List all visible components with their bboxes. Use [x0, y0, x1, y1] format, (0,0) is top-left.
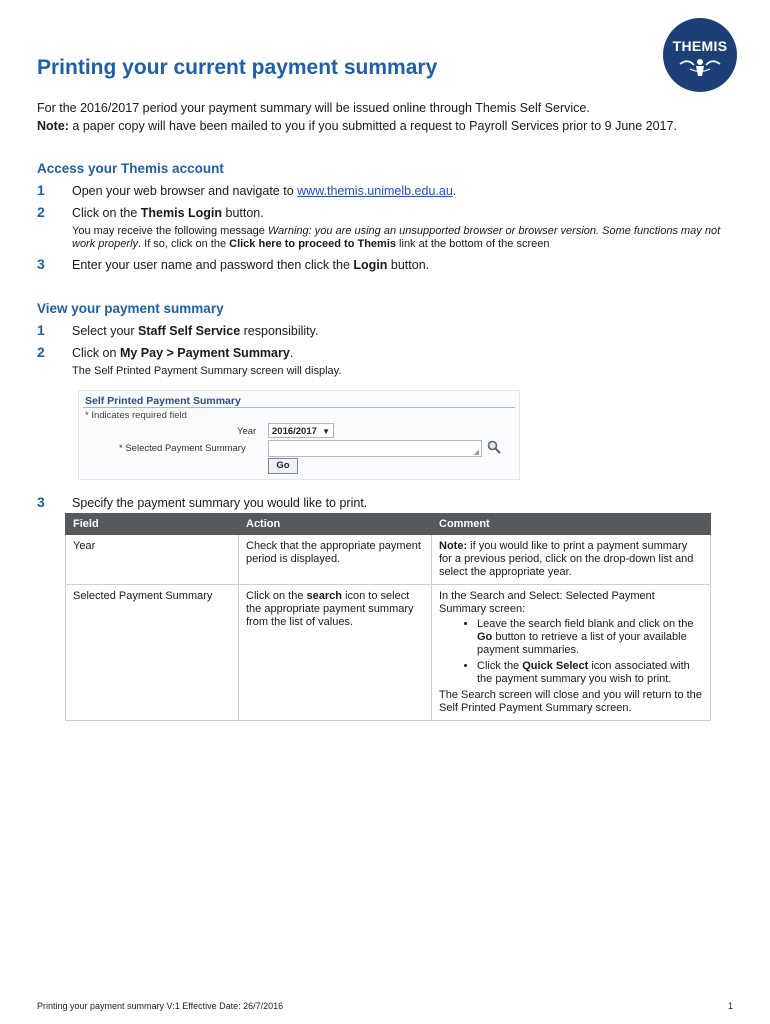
screenshot-title: Self Printed Payment Summary [85, 395, 241, 407]
year-label: Year [237, 426, 257, 437]
step-number: 1 [37, 322, 45, 338]
step-text: Open your web browser and navigate to [72, 184, 298, 198]
intro-line: For the 2016/2017 period your payment summary will be issued online through Themis Self Service. [37, 101, 590, 115]
table-header-row [66, 514, 711, 535]
comment-cell [432, 535, 711, 585]
action-text: Click on the [246, 590, 307, 602]
selected-payment-summary-input[interactable] [268, 440, 482, 457]
comment-cell [432, 585, 711, 721]
page-number: 1 [728, 1001, 734, 1011]
comment-text: if you would like to print a payment summary for a previous period, click on the drop-down list and select the appropriate year. [439, 540, 694, 578]
list-text: button to retrieve a list of your available payment summaries. [477, 631, 687, 656]
action-bold: search [306, 590, 343, 602]
warning-text: Warning: you are using an unsupported browser or browser version. Some functions may not work properly [72, 225, 721, 250]
step-bold: My Pay > Payment Summary [119, 346, 290, 360]
step-number: 2 [37, 344, 45, 360]
column-header: Comment [432, 514, 711, 535]
note-label: Note: [439, 540, 468, 552]
list-text: icon associated with the payment summary you wish to print. [477, 660, 690, 685]
list-item [477, 618, 703, 657]
access-step-2-note [72, 225, 722, 251]
required-field-hint: * Indicates required field [85, 410, 187, 421]
list-item [477, 660, 703, 686]
comment-text: In the Search and Select: Selected Payment Summary screen: [439, 590, 655, 615]
logo-text: THEMIS [672, 38, 728, 54]
table-row [66, 585, 711, 721]
payment-summary-screenshot [78, 390, 520, 480]
step-bold: Themis Login [140, 206, 223, 220]
view-step-1 [72, 324, 318, 338]
step-number: 1 [37, 182, 45, 198]
themis-logo [663, 18, 737, 92]
step-text: Click on [72, 346, 120, 360]
view-heading: View your payment summary [37, 301, 224, 316]
step-number: 3 [37, 256, 45, 272]
note-bold: Click here to proceed to Themis [229, 238, 396, 250]
selected-payment-summary-label: * Selected Payment Summary [119, 443, 246, 454]
list-bold: Go [477, 631, 493, 643]
step-text: . [289, 346, 294, 360]
field-cell: Year [66, 535, 239, 585]
column-header: Field [66, 514, 239, 535]
access-heading: Access your Themis account [37, 161, 224, 176]
divider [83, 407, 515, 408]
action-cell [239, 585, 432, 721]
view-step-2 [72, 346, 293, 360]
step-text: Click on the [72, 206, 141, 220]
step-text: Select your [72, 324, 139, 338]
step-text: responsibility. [240, 324, 319, 338]
action-cell: Check that the appropriate payment period is displayed. [239, 535, 432, 585]
access-step-3 [72, 258, 429, 272]
page-title: Printing your current payment summary [37, 56, 438, 79]
chevron-down-icon: ▼ [322, 427, 330, 436]
list-text: Click the [477, 660, 523, 672]
step-number: 2 [37, 204, 45, 220]
step-text: . [452, 184, 457, 198]
footer-text: Printing your payment summary V:1 Effective Date: 26/7/2016 [37, 1001, 284, 1011]
list-text: Leave the search field blank and click on the [477, 618, 694, 630]
table-row [66, 535, 711, 585]
field-cell: Selected Payment Summary [66, 585, 239, 721]
intro-note [37, 117, 677, 135]
themis-url-link[interactable]: www.themis.unimelb.edu.au [297, 184, 453, 198]
search-icon[interactable] [487, 440, 501, 454]
note-text: a paper copy will have been mailed to you if you submitted a request to Payroll Services prior to 9 June 2017. [68, 119, 677, 133]
access-step-2 [72, 206, 264, 220]
resize-icon: ◢ [473, 449, 479, 456]
step-text: Enter your user name and password then click the [72, 258, 354, 272]
view-step-2-note: The Self Printed Payment Summary screen will display. [72, 365, 342, 377]
column-header: Action [239, 514, 432, 535]
year-select[interactable] [268, 423, 334, 438]
step-number: 3 [37, 494, 45, 510]
step-text: button. [222, 206, 264, 220]
step-text: button. [387, 258, 430, 272]
field-table [65, 513, 711, 721]
note-text: You may receive the following message [72, 225, 268, 237]
action-text: icon to select the appropriate payment summary from the list of values. [246, 590, 414, 628]
access-step-1 [72, 184, 456, 198]
go-button[interactable]: Go [268, 458, 298, 474]
themis-emblem-icon [676, 56, 724, 78]
step-bold: Staff Self Service [138, 324, 241, 338]
year-value: 2016/2017 [272, 426, 317, 437]
step-bold: Login [353, 258, 388, 272]
note-text: . If so, click on the [138, 238, 230, 250]
list-bold: Quick Select [522, 660, 589, 672]
note-label: Note: [37, 119, 69, 133]
comment-list [439, 618, 703, 686]
view-step-3: Specify the payment summary you would like to print. [72, 496, 368, 510]
note-text: link at the bottom of the screen [396, 238, 550, 250]
comment-text: The Search screen will close and you will return to the Self Printed Payment Summary screen. [439, 689, 702, 714]
